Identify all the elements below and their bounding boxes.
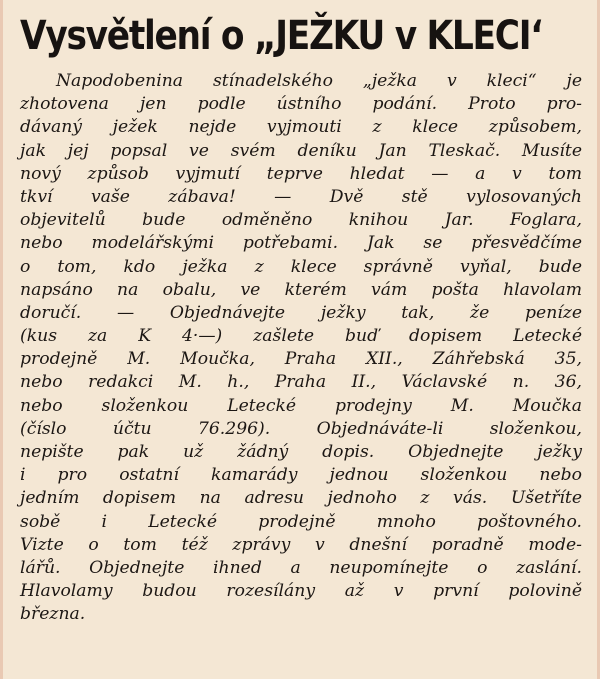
article-line: jak jej popsal ve svém deníku Jan Tleskač. Musíte <box>20 140 582 161</box>
article-title: Vysvětlení o „JEŽKU v KLECI‘ <box>20 13 542 59</box>
article-line: sobě i Letecké prodejně mnoho poštovného. <box>20 511 582 532</box>
article-line: Vizte o tom též zprávy v dnešní poradně mode- <box>20 534 582 555</box>
article-line: objevitelů bude odměněno knihou Jar. Foglara, <box>20 210 582 231</box>
article-body <box>20 70 582 627</box>
article-line: nebo modelářskými potřebami. Jak se přesvědčíme <box>20 233 582 254</box>
article-line: nový způsob vyjmutí teprve hledat — a v tom <box>20 163 582 184</box>
article-line: března. <box>20 604 86 625</box>
article-line: i pro ostatní kamarády jednou složenkou nebo <box>20 465 582 486</box>
article-line: nebo redakci M. h., Praha II., Václavské n. 36, <box>20 372 582 393</box>
article-line: (číslo účtu 76.296). Objednáváte-li složenkou, <box>20 418 582 439</box>
article-line: prodejně M. Moučka, Praha XII., Záhřebská 35, <box>20 349 582 370</box>
article-line: napsáno na obalu, ve kterém vám pošta hlavolam <box>20 279 582 300</box>
article-line: lářů. Objednejte ihned a neupomínejte o zaslání. <box>20 557 582 578</box>
article-line: dávaný ježek nejde vyjmouti z klece způsobem, <box>20 117 582 138</box>
article-line: zhotovena jen podle ústního podání. Proto pro- <box>20 94 582 115</box>
article-line: Napodobenina stínadelského „ježka v kleci“ je <box>56 71 582 91</box>
article-line: o tom, kdo ježka z klece správně vyňal, bude <box>20 256 582 277</box>
article-line: doručí. — Objednávejte ježky tak, že peníze <box>20 302 582 323</box>
article-line: nebo složenkou Letecké prodejny M. Moučka <box>20 395 582 416</box>
article-line: jedním dopisem na adresu jednoho z vás. Ušetříte <box>20 488 582 509</box>
article-line: nepište pak už žádný dopis. Objednejte ježky <box>20 442 582 462</box>
article-line: tkví vaše zábava! — Dvě stě vylosovaných <box>20 186 582 207</box>
article-line: (kus za K 4·—) zašlete buď dopisem Letecké <box>20 326 582 347</box>
article-line: Hlavolamy budou rozesílány až v první polovině <box>20 581 582 602</box>
